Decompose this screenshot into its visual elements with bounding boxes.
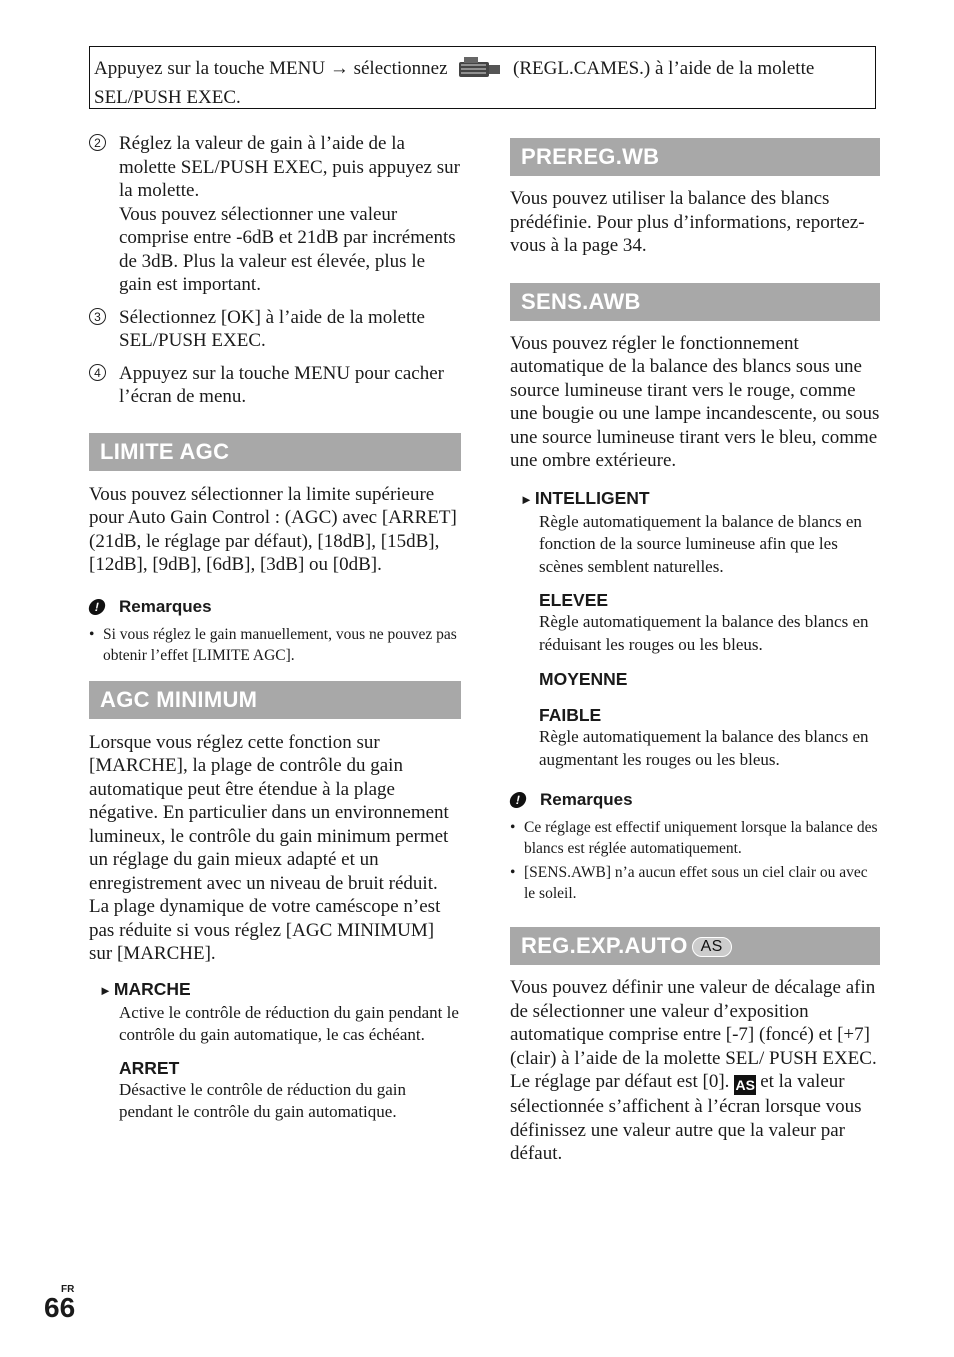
reg-exp-auto-text-2: et la valeur sélectionnée s’affichent à l’écran lorsque vous définissez une valeur autre que la valeur par défaut. [510, 1071, 862, 1164]
remarks-label: Remarques [540, 790, 633, 809]
default-marker-icon: ► [99, 982, 112, 998]
step-extra-text: Vous pouvez sélectionner une valeur comprise entre -6dB et 21dB par incréments de 3dB. Plus la valeur est élevée, plus le gain est important. [119, 203, 456, 295]
section-header-prereg-wb: PREREG.WB [510, 138, 880, 176]
left-column [89, 132, 461, 1124]
default-marker-icon: ► [520, 491, 533, 507]
instruction-box [89, 46, 876, 109]
option-label: MOYENNE [539, 669, 628, 689]
option-label: INTELLIGENT [534, 487, 650, 508]
section-header-agc-minimum: AGC MINIMUM [89, 681, 461, 719]
step-text: Appuyez sur la touche MENU pour cacher l’écran de menu. [119, 362, 444, 407]
reg-exp-auto-text: Vous pouvez définir une valeur de décalage afin de sélectionner une valeur d’exposition automatique comprise entre [-7] (foncé) et [+7] (clair) à l’aide de la molette SEL/ PUSH EXEC. Le réglage par défaut est [0]. [510, 977, 877, 1092]
reg-exp-auto-body [510, 976, 880, 1166]
camera-settings-icon [458, 55, 502, 86]
option-desc: Active le contrôle de réduction du gain pendant le contrôle du gain automatique, le cas échéant. [119, 1002, 459, 1044]
remarks-title [89, 597, 461, 617]
instruction-text-start: Appuyez sur la touche MENU [94, 58, 326, 79]
option-desc: Règle automatiquement la balance des blancs en augmentant les rouges ou les bleus. [539, 727, 869, 769]
as-badge-icon: AS [692, 937, 732, 957]
page-number: 66 [44, 1292, 76, 1323]
limite-agc-body: Vous pouvez sélectionner la limite supérieure pour Auto Gain Control : (AGC) avec [ARRET] (21dB, le réglage par défaut), [18dB], [15dB], [12dB], [9dB], [6dB], [3dB] ou [0dB]. [89, 483, 457, 575]
step-3 [89, 306, 461, 353]
step-number: 3 [89, 308, 106, 325]
warning-icon: ! [508, 792, 527, 808]
option-desc: Désactive le contrôle de réduction du gain pendant le contrôle du gain automatique. [119, 1079, 406, 1121]
agc-minimum-body: Lorsque vous réglez cette fonction sur [MARCHE], la plage de contrôle du gain automatique peut être étendue à la plage négative. En particulier dans un environnement lumineux, le contrôle du gain minimum permet un réglage du gain mieux adapté et un enregistrement avec un niveau de bruit réduit. La plage dynamique de votre caméscope n’est pas réduite si vous réglez [AGC MINIMUM] sur [MARCHE]. [89, 731, 449, 964]
sens-awb-body: Vous pouvez régler le fonctionnement automatique de la balance des blancs sous une source lumineuse tirant vers le rouge, comme une bougie ou une lampe incandescente, ou sous une source lumineuse tirant vers le bleu, comme une ombre extérieure. [510, 332, 880, 471]
step-4 [89, 362, 461, 409]
section-title: REG.EXP.AUTO [521, 933, 688, 958]
option-moyenne [520, 668, 880, 690]
prereg-wb-body: Vous pouvez utiliser la balance des blancs prédéfinie. Pour plus d’informations, reportez-vous à la page 34. [510, 188, 865, 256]
option-faible [520, 704, 880, 771]
option-label: ARRET [119, 1057, 180, 1078]
instruction-text-end: (REGL.CAMES.) à l’aide de la molette SEL/PUSH EXEC. [94, 58, 815, 108]
option-desc: Règle automatiquement la balance de blancs en fonction de la source lumineuse afin que les scènes semblent naturelles. [539, 511, 862, 576]
remark-item: • Si vous réglez le gain manuellement, vous ne pouvez pas obtenir l’effet [LIMITE AGC]. [89, 624, 461, 666]
option-intelligent [520, 487, 880, 579]
option-desc: Règle automatiquement la balance des blancs en réduisant les rouges ou les bleus. [539, 612, 869, 654]
remarks-label: Remarques [119, 596, 212, 616]
step-number: 2 [89, 134, 106, 151]
option-marche [99, 978, 461, 1047]
section-header-limite-agc: LIMITE AGC [89, 433, 461, 471]
option-label: FAIBLE [539, 705, 602, 725]
as-indicator-icon: AS [735, 1077, 755, 1093]
option-elevee [520, 589, 880, 656]
option-label: MARCHE [113, 978, 191, 999]
section-header-sens-awb: SENS.AWB [510, 283, 880, 321]
instruction-text-mid: sélectionnez [353, 58, 448, 79]
step-text: Sélectionnez [OK] à l’aide de la molette SEL/PUSH EXEC. [119, 306, 425, 351]
step-text: Réglez la valeur de gain à l’aide de la molette SEL/PUSH EXEC, puis appuyez sur la molette. [119, 133, 460, 201]
language-code: FR [61, 1284, 75, 1295]
step-number: 4 [89, 364, 106, 381]
section-header-reg-exp-auto [510, 927, 880, 965]
warning-icon: ! [87, 599, 106, 615]
remark-item: • [SENS.AWB] n’a aucun effet sous un ciel clair ou avec le soleil. [510, 862, 880, 904]
remark-item: • Ce réglage est effectif uniquement lorsque la balance des blancs est réglée automatiquement. [510, 817, 880, 859]
step-2 [89, 132, 461, 297]
option-arret [99, 1057, 461, 1124]
right-column [510, 138, 880, 1166]
option-label: ELEVEE [539, 590, 609, 610]
option-title [99, 978, 461, 1002]
remarks-title [510, 790, 880, 810]
arrow-icon: → [329, 58, 349, 79]
option-title [520, 487, 880, 511]
